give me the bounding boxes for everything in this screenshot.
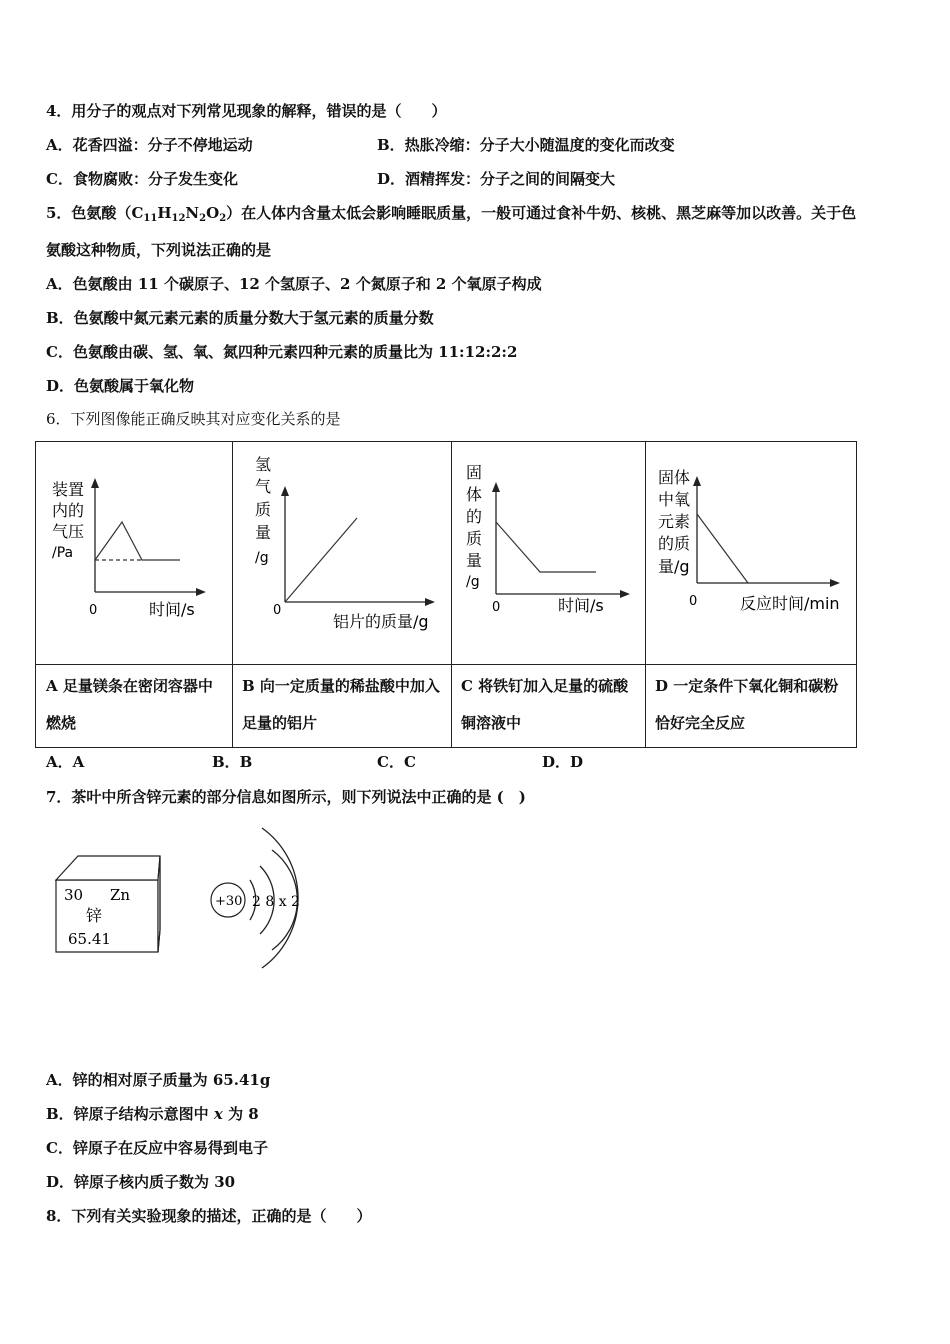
graph-a-ylabel-1: 装置 [52,480,85,499]
q7-option-d: D．锌原子核内质子数为 30 [46,1173,236,1191]
q7-stem: 7．茶叶中所含锌元素的部分信息如图所示，则下列说法中正确的是 ( ) [46,788,526,806]
graph-d-xlabel: 反应时间/min [740,594,840,613]
atomic-mass: 65.41 [68,930,111,948]
shell-electrons: 2 8 x 2 [252,894,300,910]
graph-a [36,442,232,664]
graph-c-ylabel-2: 体 [466,485,483,504]
graph-c-x-arrow [620,590,630,598]
graph-b-y-arrow [281,486,289,496]
graph-c-ylabel-6: /g [466,574,480,590]
formula-sub-11: 11 [143,213,158,224]
graph-c-xlabel: 时间/s [558,596,604,615]
graph-a-curve [95,522,180,560]
q7-option-b [46,1104,259,1124]
graph-d-y-arrow [693,476,701,486]
graph-b-ylabel-5: /g [255,550,269,566]
caption-c: C 将铁钉加入足量的硫酸铜溶液中 [461,677,629,732]
graph-a-origin: 0 [89,603,98,618]
q7-option-a: A．锌的相对原子质量为 65.41g [46,1071,271,1089]
caption-a: A 足量镁条在密闭容器中燃烧 [46,677,213,732]
graph-a-y-arrow [91,478,99,488]
element-symbol: Zn [110,886,131,904]
graph-c-y-arrow [492,482,500,492]
formula-h: H [157,204,172,222]
element-name: 锌 [86,906,103,925]
q6-stem: 6．下列图像能正确反映其对应变化关系的是 [46,410,341,428]
graph-c-ylabel-5: 量 [466,551,483,570]
graph-d-ylabel-2: 中氧 [658,490,691,509]
table-divider [36,664,856,665]
graph-b-x-arrow [425,598,435,606]
q5-option-c: C．色氨酸由碳、氢、氧、氮四种元素四种元素的质量比为 11:12:2:2 [46,343,518,361]
q5-option-b: B．色氨酸中氮元素元素的质量分数大于氢元素的质量分数 [46,309,434,327]
graph-c-ylabel-4: 质 [466,529,483,548]
q5-stem-line2: 氨酸这种物质，下列说法正确的是 [46,241,272,259]
graph-c-ylabel-1: 固 [466,463,483,482]
nucleus-charge: +30 [215,894,243,909]
graph-d-curve [697,514,748,583]
q4-option-a: A．花香四溢：分子不停地运动 [46,136,253,154]
formula-sub-2a: 2 [199,213,207,224]
graph-c-curve [496,522,596,572]
graph-c-origin: 0 [492,600,501,615]
q5-stem [46,203,856,229]
q6-option-d: D．D [542,753,584,771]
graph-d [646,442,857,664]
graph-b [233,442,451,664]
formula-sub-2b: 2 [219,213,227,224]
graph-b-origin: 0 [273,603,282,618]
q5-option-d: D．色氨酸属于氧化物 [46,377,195,395]
q4-stem: 4．用分子的观点对下列常见现象的解释，错误的是（ ） [46,102,447,120]
graph-c-ylabel-3: 的 [466,507,483,526]
q7-option-c: C．锌原子在反应中容易得到电子 [46,1139,268,1157]
graph-a-xlabel: 时间/s [149,600,195,619]
q4-option-b: B．热胀冷缩：分子大小随温度的变化而改变 [377,136,675,154]
q7-option-b-x: x [213,1105,223,1123]
graph-d-ylabel-1: 固体 [658,468,691,487]
graph-d-ylabel-5: 量/g [658,557,690,576]
graph-d-x-arrow [830,579,840,587]
graph-a-ylabel-2: 内的 [52,501,85,520]
atom-structure-diagram [211,828,300,968]
q4-option-d: D．酒精挥发：分子之间的间隔变大 [377,170,616,188]
q5-option-a: A．色氨酸由 11 个碳原子、12 个氢原子、2 个氮原子和 2 个氧原子构成 [46,275,542,293]
graph-a-x-arrow [196,588,206,596]
graph-b-ylabel-4: 量 [255,523,272,542]
q7-option-b-post: 为 8 [222,1105,259,1123]
formula-o: O [206,204,220,222]
caption-d: D 一定条件下氧化铜和碳粉恰好完全反应 [655,677,839,732]
q5-stem-post: ）在人体内含量太低会影响睡眠质量，一般可通过食补牛奶、核桃、黑芝麻等加以改善。关于色 [226,204,857,222]
q6-table [35,441,857,748]
q6-option-a: A．A [46,753,85,771]
q6-option-c: C．C [377,753,416,771]
graph-b-ylabel-2: 气 [255,477,272,496]
graph-d-ylabel-3: 元素 [658,512,691,531]
q7-figure [40,820,340,980]
q8-stem: 8．下列有关实验现象的描述，正确的是（ ） [46,1207,372,1225]
graph-c [452,442,645,664]
atomic-number: 30 [64,886,84,904]
graph-b-curve [285,518,357,602]
caption-b: B 向一定质量的稀盐酸中加入足量的铝片 [242,677,440,732]
q4-option-c: C．食物腐败：分子发生变化 [46,170,238,188]
q5-stem-pre: 5．色氨酸（C [46,204,144,222]
graph-a-ylabel-3: 气压 [52,522,85,541]
graph-d-origin: 0 [689,594,698,609]
formula-sub-12: 12 [171,213,186,224]
graph-a-ylabel-4: /Pa [52,545,74,561]
formula-n: N [185,204,200,222]
element-cell [56,856,160,952]
graph-b-ylabel-3: 质 [255,500,272,519]
graph-b-xlabel: 铝片的质量/g [333,612,429,631]
q6-option-b: B．B [212,753,253,771]
q7-option-b-pre: B．锌原子结构示意图中 [46,1105,214,1123]
graph-d-ylabel-4: 的质 [658,534,691,553]
graph-b-ylabel-1: 氢 [255,455,272,474]
